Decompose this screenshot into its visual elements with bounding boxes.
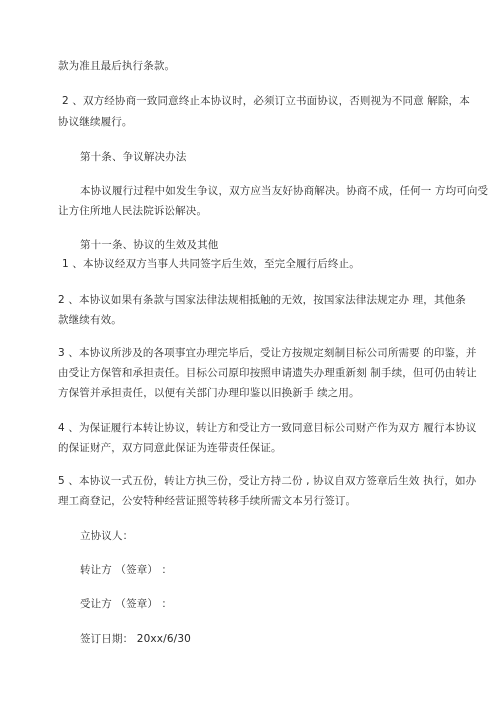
- signing-date-line: 签订日期： 20xx/6/30: [80, 633, 191, 645]
- article-11-clause-3-line-2: 由受让方保管和承担责任。目标公司原印按照申请遗失办理重新刻 制手续，但可仍由转让: [58, 367, 477, 379]
- clause-2-line-2: 协议继续履行。: [58, 116, 133, 128]
- article-11-clause-5-line-1: 5 、本协议一式五份，转让方执三份，受让方持二份 , 协议自双方签章后生效 执行，如办: [58, 475, 477, 487]
- article-11-clause-2-line-2: 款继续有效。: [58, 314, 122, 326]
- article-11-clause-4-line-1: 4 、为保证履行本转让协议，转让方和受让方一致同意目标公司财产作为双方 履行本协议: [58, 422, 477, 434]
- article-10-text-line-2: 让方住所地人民法院诉讼解决。: [58, 205, 208, 217]
- article-10-heading: 第十条、争议解决办法: [80, 151, 187, 163]
- signatories-label: 立协议人：: [80, 530, 134, 542]
- clause-2-line-1: 2 、双方经协商一致同意终止本协议时，必须订立书面协议，否则视为不同意 解除，本: [62, 95, 470, 107]
- article-10-text-line-1: 本协议履行过程中如发生争议，双方应当友好协商解决。协商不成，任何一 方均可向受: [80, 185, 489, 197]
- article-11-heading: 第十一条、协议的生效及其他: [80, 239, 219, 251]
- article-11-clause-3-line-1: 3 、本协议所涉及的各项事宜办理完毕后，受让方按规定刻制目标公司所需要 的印鉴，并: [58, 347, 477, 359]
- transferee-signature-line: 受让方 （签章） ：: [80, 598, 173, 610]
- article-11-clause-4-line-2: 的保证财产，双方同意此保证为连带责任保证。: [58, 442, 282, 454]
- article-11-clause-2-line-1: 2 、本协议如果有条款与国家法律法规相抵触的无效，按国家法律法规定办 理，其他条: [58, 294, 466, 306]
- article-11-clause-5-line-2: 理工商登记，公安特种经营证照等转移手续所需文本另行签订。: [58, 495, 357, 507]
- text-line: 款为准且最后执行条款。: [58, 60, 176, 72]
- article-11-clause-3-line-3: 方保管并承担责任，以便有关部门办理印鉴以旧换新手 续之用。: [58, 387, 360, 399]
- transferor-signature-line: 转让方 （签章） ：: [80, 564, 173, 576]
- article-11-clause-1: 1 、本协议经双方当事人共同签字后生效，至完全履行后终止。: [62, 258, 360, 270]
